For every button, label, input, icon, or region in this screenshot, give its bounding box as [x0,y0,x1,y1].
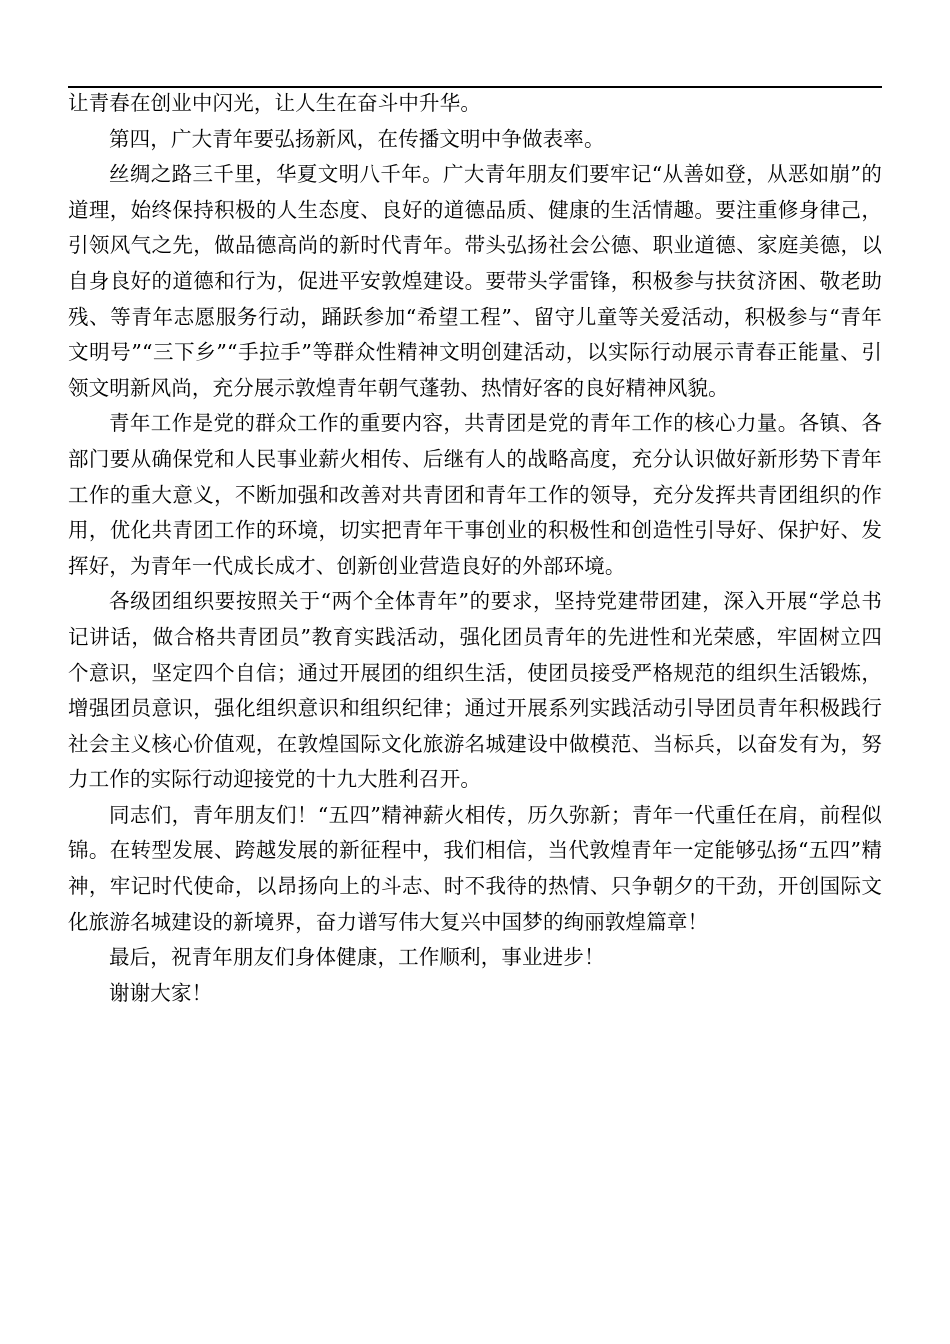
paragraph-league-organizations: 各级团组织要按照关于“两个全体青年”的要求，坚持党建带团建，深入开展“学总书记讲话，做合格共青团员”教育实践活动，强化团员青年的先进性和光荣感，牢固树立四个意识，坚定四个自信；通过开展团的组织生活，使团员接受严格规范的组织生活锻炼，增强团员意识，强化组织意识和组织纪律；通过开展系列实践活动引导团员青年积极践行社会主义核心价值观，在敦煌国际文化旅游名城建设中做模范、当标兵，以奋发有为，努力工作的实际行动迎接党的十九大胜利召开。 [68,589,882,792]
paragraph-fourth-point: 第四，广大青年要弘扬新风，在传播文明中争做表率。 [109,126,605,151]
paragraph-youth-work: 青年工作是党的群众工作的重要内容，共青团是党的青年工作的核心力量。各镇、各部门要从确保党和人民事业薪火相传、后继有人的战略高度，充分认识做好新形势下青年工作的重大意义，不断加强和改善对共青团和青年工作的领导，充分发挥共青团组织的作用，优化共青团工作的环境，切实把青年干事创业的积极性和创造性引导好、保护好、发挥好，为青年一代成长成才、创新创业营造良好的外部环境。 [68,411,882,578]
paragraph-continuation: 让青春在创业中闪光，让人生在奋斗中升华。 [68,91,481,115]
document-body [68,86,882,1011]
paragraph-closing-wishes: 最后，祝青年朋友们身体健康，工作顺利，事业进步！ [109,945,605,970]
paragraph-silk-road: 丝绸之路三千里，华夏文明八千年。广大青年朋友们要牢记“从善如登，从恶如崩”的道理，始终保持积极的人生态度、良好的道德品质、健康的生活情趣。要注重修身律己，引领风气之先，做品德高尚的新时代青年。带头弘扬社会公德、职业道德、家庭美德，以自身良好的道德和行为，促进平安敦煌建设。要带头学雷锋，积极参与扶贫济困、敬老助残、等青年志愿服务行动，踊跃参加“希望工程”、留守儿童等关爱活动，积极参与“青年文明号”“三下乡”“手拉手”等群众性精神文明创建活动，以实际行动展示青春正能量、引领文明新风尚，充分展示敦煌青年朝气蓬勃、热情好客的良好精神风貌。 [68,162,882,400]
paragraph-may-fourth-spirit: 同志们，青年朋友们！“五四”精神薪火相传，历久弥新；青年一代重任在肩，前程似锦。在转型发展、跨越发展的新征程中，我们相信，当代敦煌青年一定能够弘扬“五四”精神，牢记时代使命，以昂扬向上的斗志、时不我待的热情、只争朝夕的干劲，开创国际文化旅游名城建设的新境界，奋力谱写伟大复兴中国梦的绚丽敦煌篇章！ [68,802,882,934]
paragraph-thanks: 谢谢大家！ [109,980,213,1005]
